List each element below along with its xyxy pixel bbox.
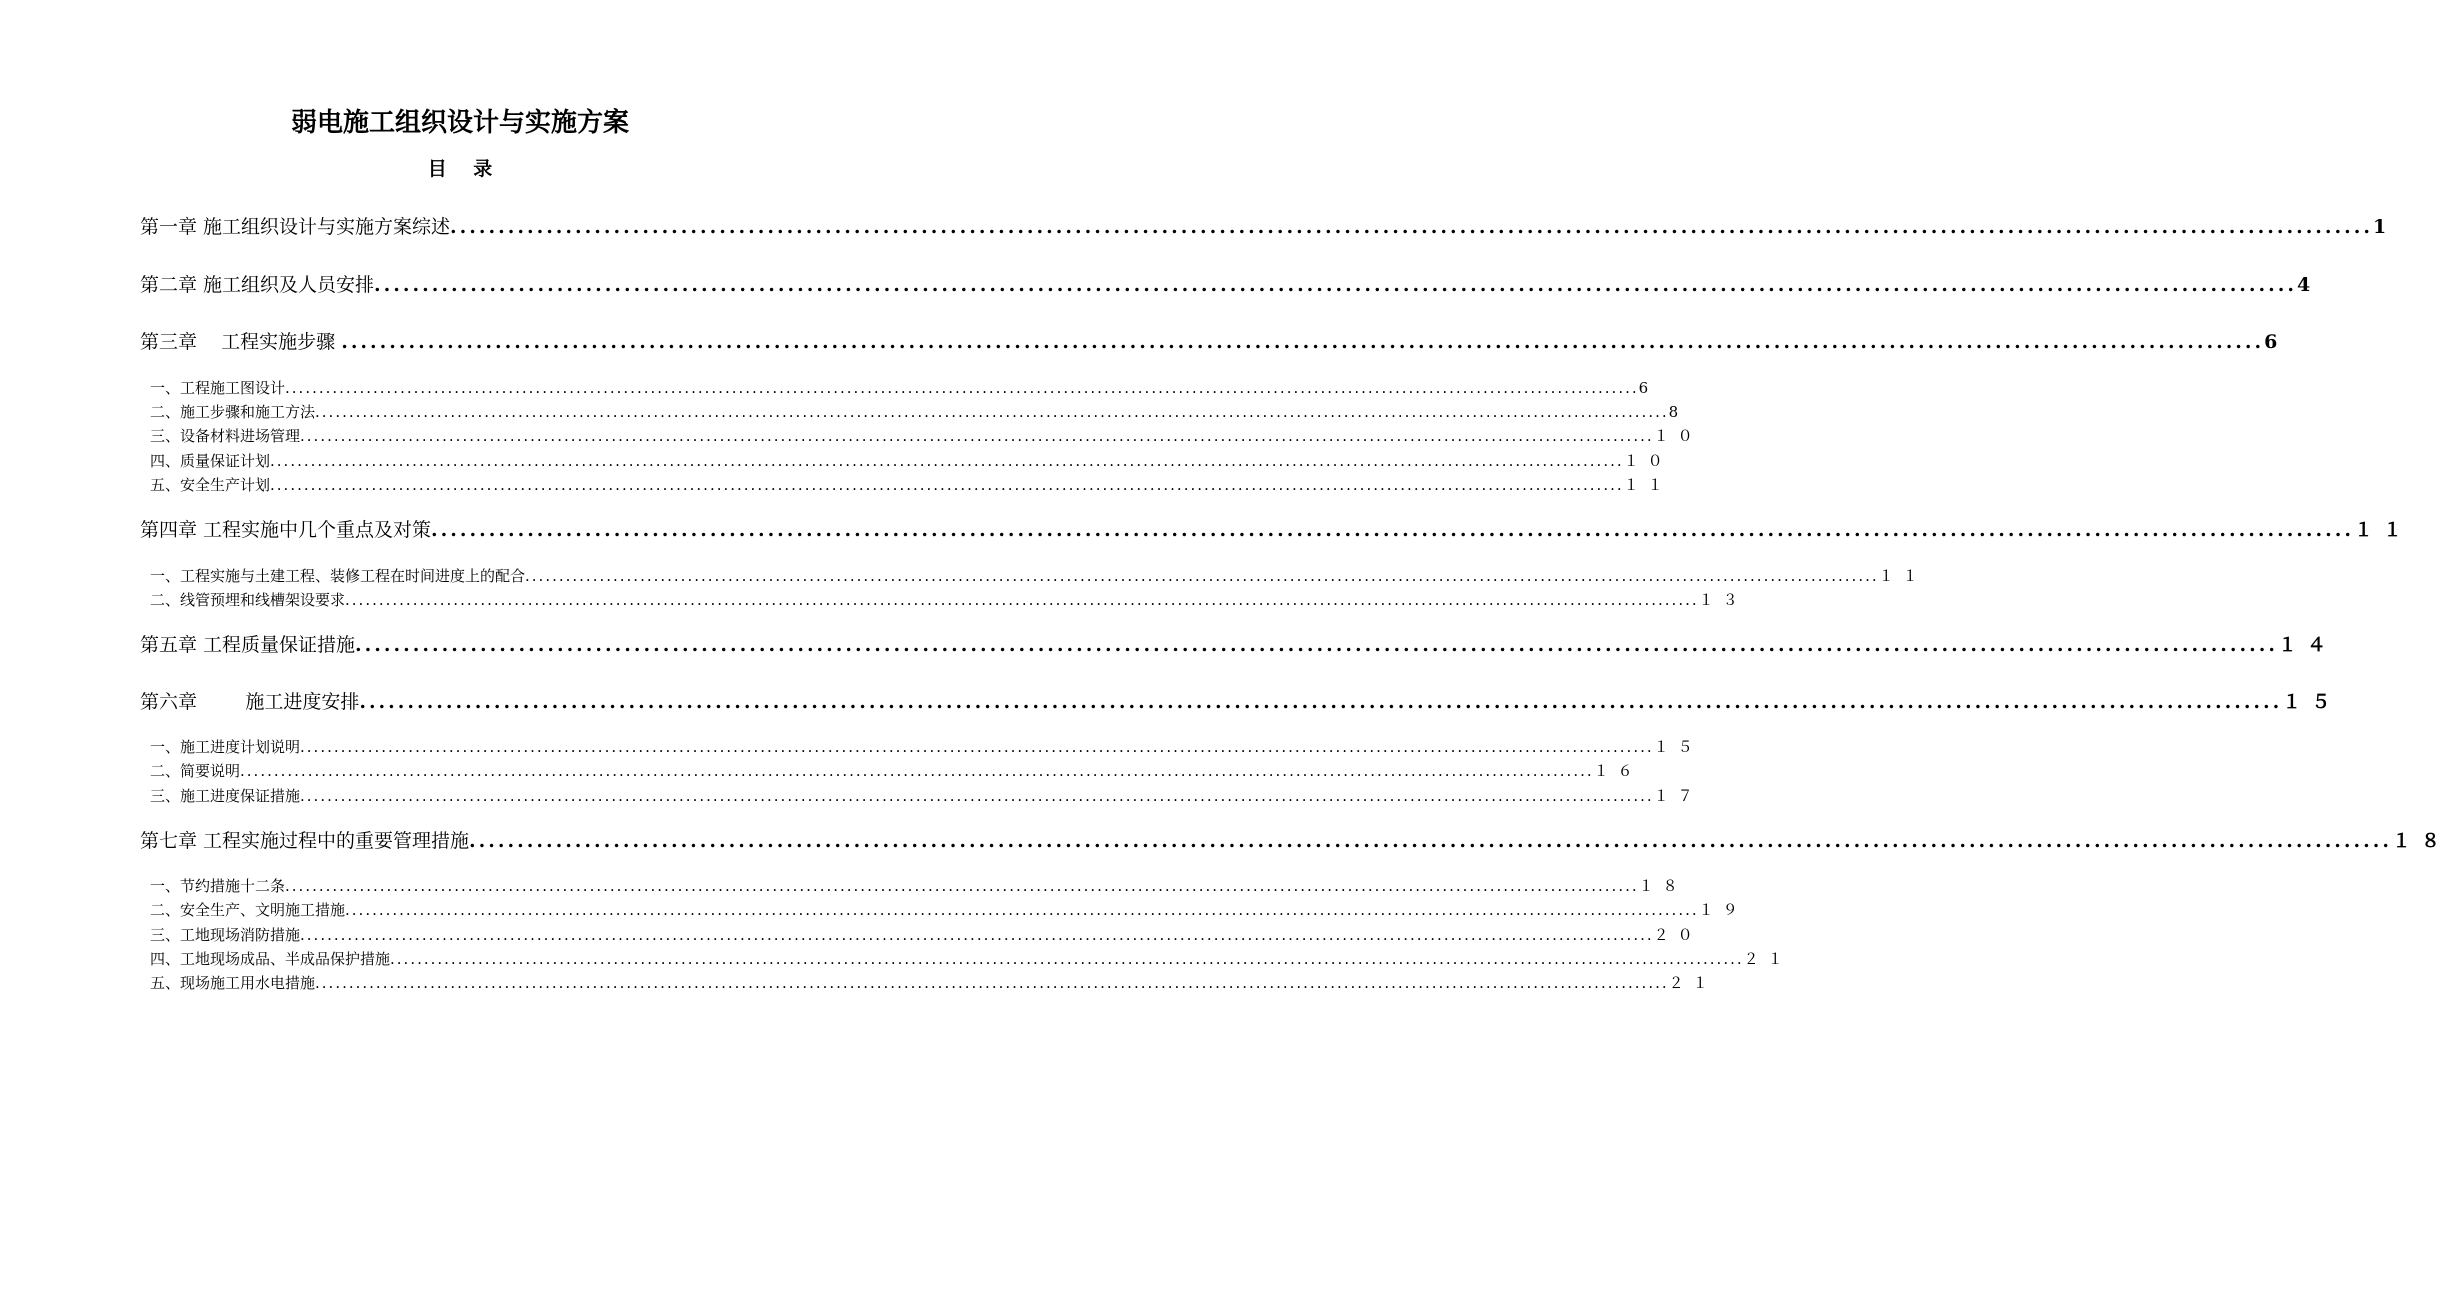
toc-heading: 目 录 — [427, 158, 503, 180]
toc-leader-dots: ........................................................................................................................................................................................................ — [525, 567, 1879, 585]
toc-entry-section[interactable] — [150, 736, 1702, 758]
toc-entry-label: 一、工程施工图设计 — [150, 379, 286, 397]
toc-entry-label: 三、施工进度保证措施 — [150, 787, 301, 805]
toc-entry-page: １８ — [2392, 830, 2450, 852]
toc-leader-dots: ........................................................................................................................................................................................................ — [431, 519, 2354, 541]
toc-entry-label: 第三章 工程实施步骤 — [140, 331, 342, 353]
toc-leader-dots: ........................................................................................................................................................................................................ — [390, 950, 1744, 968]
toc-leader-dots: ........................................................................................................................................................................................................ — [300, 787, 1654, 805]
toc-entry-page: １０ — [1653, 427, 1702, 445]
toc-entry-page: １５ — [2282, 691, 2341, 713]
toc-entry-section[interactable] — [150, 924, 1702, 946]
toc-leader-dots: ........................................................................................................................................................................................................ — [270, 452, 1624, 470]
toc-entry-section[interactable] — [150, 972, 1717, 994]
toc-entry-label: 第一章 施工组织设计与实施方案综述 — [140, 216, 451, 238]
toc-entry-section[interactable] — [150, 565, 1927, 587]
toc-entry-chapter-6[interactable] — [140, 687, 2341, 717]
toc-entry-page: ２１ — [1668, 974, 1717, 992]
toc-entry-section[interactable] — [150, 450, 1672, 472]
toc-leader-dots: ........................................................................................................................................................................................................ — [300, 738, 1654, 756]
toc-entry-label: 二、简要说明 — [150, 762, 241, 780]
toc-leader-dots: ........................................................................................................................................................................................................ — [450, 216, 2373, 238]
toc-leader-dots: ........................................................................................................................................................................................................ — [374, 274, 2297, 296]
toc-entry-page: １４ — [2278, 634, 2337, 656]
toc-entry-label: 一、施工进度计划说明 — [150, 738, 301, 756]
toc-entry-section[interactable] — [150, 377, 1658, 399]
toc-entry-label: 二、施工步骤和施工方法 — [150, 403, 316, 421]
toc-entry-page: １５ — [1653, 738, 1702, 756]
toc-entry-page: １７ — [1653, 787, 1702, 805]
toc-leader-dots: ........................................................................................................................................................................................................ — [355, 634, 2278, 656]
toc-entry-label: 一、节约措施十二条 — [150, 877, 286, 895]
toc-entry-page: 6 — [1638, 379, 1658, 397]
toc-entry-page: 4 — [2297, 274, 2321, 296]
toc-entry-section[interactable] — [150, 899, 1747, 921]
toc-entry-page: 1 — [2373, 216, 2397, 238]
toc-entry-section[interactable] — [150, 474, 1672, 496]
toc-entry-page: １１ — [1623, 476, 1672, 494]
toc-entry-label: 一、工程实施与土建工程、装修工程在时间进度上的配合 — [150, 567, 526, 585]
toc-entry-label: 二、线管预埋和线槽架设要求 — [150, 591, 346, 609]
toc-entry-page: 6 — [2264, 331, 2288, 353]
toc-entry-chapter-3[interactable] — [140, 327, 2288, 357]
toc-entry-label: 第四章 工程实施中几个重点及对策 — [140, 519, 432, 541]
toc-entry-label: 第二章 施工组织及人员安排 — [140, 274, 375, 296]
toc-leader-dots: ........................................................................................................................................................................................................ — [270, 476, 1624, 494]
toc-entry-section[interactable] — [150, 760, 1642, 782]
toc-leader-dots: ........................................................................................................................................................................................................ — [345, 591, 1699, 609]
toc-leader-dots: ........................................................................................................................................................................................................ — [315, 403, 1669, 421]
toc-entry-label: 第六章 施工进度安排 — [140, 691, 360, 713]
toc-entry-page: ２１ — [1743, 950, 1792, 968]
toc-leader-dots: ........................................................................................................................................................................................................ — [285, 379, 1639, 397]
toc-entry-chapter-7[interactable] — [140, 826, 2450, 856]
toc-entry-page: １１ — [2354, 519, 2413, 541]
toc-leader-dots: ........................................................................................................................................................................................................ — [359, 691, 2283, 713]
toc-entry-section[interactable] — [150, 401, 1688, 423]
toc-entry-page: １９ — [1698, 901, 1747, 919]
toc-entry-chapter-5[interactable] — [140, 630, 2337, 660]
toc-entry-chapter-2[interactable] — [140, 270, 2321, 300]
toc-leader-dots: ........................................................................................................................................................................................................ — [315, 974, 1669, 992]
toc-entry-chapter-1[interactable] — [140, 212, 2397, 242]
toc-entry-label: 三、设备材料进场管理 — [150, 427, 301, 445]
toc-entry-section[interactable] — [150, 785, 1702, 807]
toc-entry-page: １０ — [1623, 452, 1672, 470]
toc-entry-section[interactable] — [150, 589, 1747, 611]
toc-entry-label: 第五章 工程质量保证措施 — [140, 634, 356, 656]
toc-entry-label: 五、现场施工用水电措施 — [150, 974, 316, 992]
toc-entry-label: 三、工地现场消防措施 — [150, 926, 301, 944]
toc-entry-section[interactable] — [150, 875, 1687, 897]
toc-entry-section[interactable] — [150, 948, 1792, 970]
toc-leader-dots: ........................................................................................................................................................................................................ — [341, 331, 2265, 353]
toc-entry-page: １１ — [1878, 567, 1927, 585]
toc-entry-page: １３ — [1698, 591, 1747, 609]
toc-entry-label: 四、质量保证计划 — [150, 452, 271, 470]
toc-leader-dots: ........................................................................................................................................................................................................ — [240, 762, 1594, 780]
toc-leader-dots: ........................................................................................................................................................................................................ — [300, 427, 1654, 445]
toc-entry-label: 四、工地现场成品、半成品保护措施 — [150, 950, 391, 968]
toc-leader-dots: ........................................................................................................................................................................................................ — [345, 901, 1699, 919]
toc-entry-page: １６ — [1593, 762, 1642, 780]
document-title: 弱电施工组织设计与实施方案 — [290, 108, 629, 138]
toc-entry-label: 第七章 工程实施过程中的重要管理措施 — [140, 830, 470, 852]
toc-entry-section[interactable] — [150, 425, 1702, 447]
toc-entry-chapter-4[interactable] — [140, 515, 2413, 545]
toc-leader-dots: ........................................................................................................................................................................................................ — [469, 830, 2392, 852]
toc-entry-page: ２０ — [1653, 926, 1702, 944]
toc-entry-page: １８ — [1638, 877, 1687, 895]
toc-leader-dots: ........................................................................................................................................................................................................ — [300, 926, 1654, 944]
toc-entry-label: 五、安全生产计划 — [150, 476, 271, 494]
toc-entry-page: 8 — [1668, 403, 1688, 421]
toc-entry-label: 二、安全生产、文明施工措施 — [150, 901, 346, 919]
toc-leader-dots: ........................................................................................................................................................................................................ — [285, 877, 1639, 895]
